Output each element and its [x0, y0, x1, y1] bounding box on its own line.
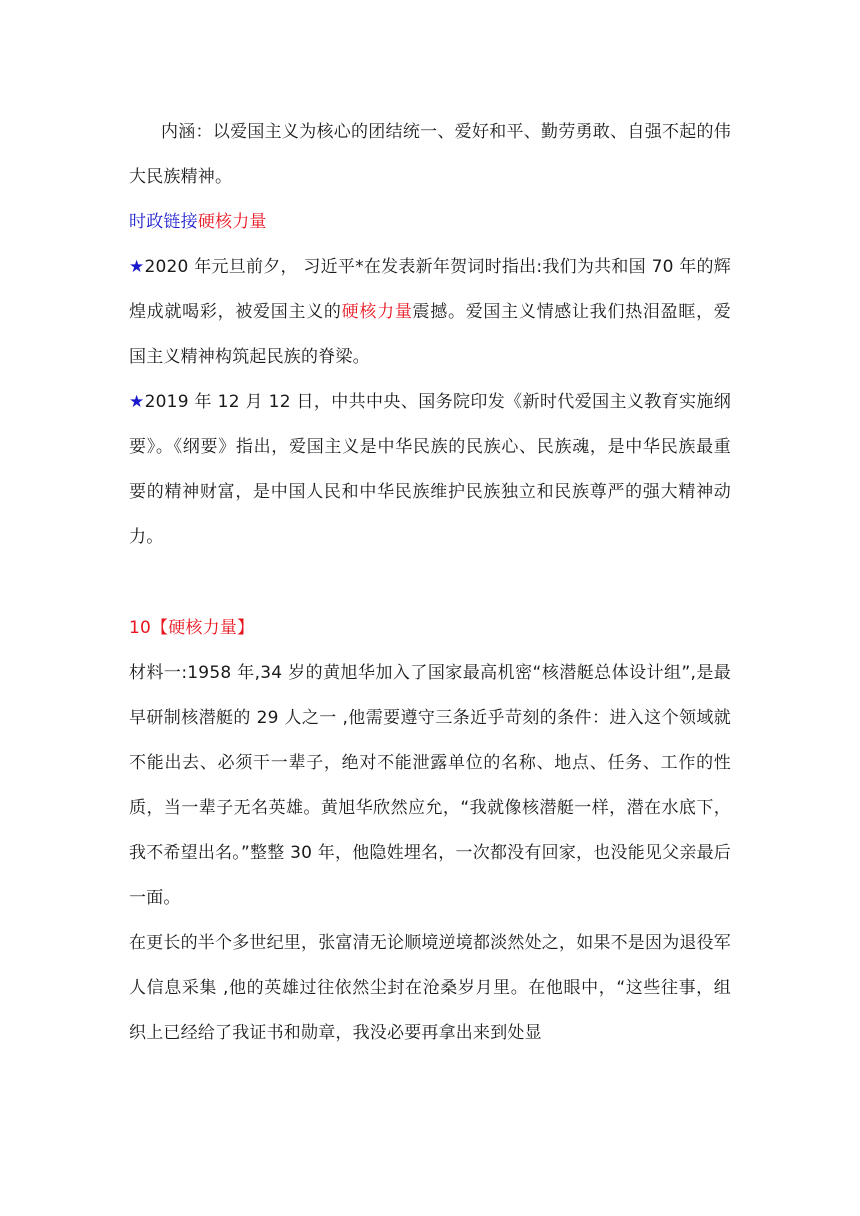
- document-page: [129, 110, 731, 1056]
- section-10-heading-text: 10【硬核力量】: [129, 618, 255, 638]
- intro-paragraph: [129, 110, 731, 200]
- news-item-2020-text-b: 震撼。爱国主义情感让我们热泪盈眶，爱国主义精神构筑起民族的脊梁。: [129, 302, 731, 367]
- material-2-paragraph: [129, 921, 731, 1056]
- news-item-2020-highlight: 硬核力量: [341, 302, 413, 322]
- heading-blue-part: 时政链接: [129, 212, 198, 232]
- material-2-text: 在更长的半个多世纪里，张富清无论顺境逆境都淡然处之，如果不是因为退役军人信息采集 ,他的英雄过往依然尘封在沧桑岁月里。在他眼中，“这些往事，组织上已经给了我证书和勋章，我没必要再拿出来到处显: [129, 933, 731, 1043]
- material-1-paragraph: [129, 651, 731, 921]
- paragraph-gap: [129, 560, 731, 606]
- news-item-2019-text: 2019 年 12 月 12 日，中共中央、国务院印发《新时代爱国主义教育实施纲要》。《纲要》指出，爱国主义是中华民族的民族心、民族魂，是中华民族最重要的精神财富，是中国人民和中华民族维护民族独立和民族尊严的强大精神动力。: [129, 392, 731, 547]
- news-item-2020-text-a: 2020 年元旦前夕， 习近平*在发表新年贺词时指出:我们为共和国 70 年的辉煌成就喝彩，被爱国主义的: [129, 257, 731, 322]
- material-1-text: 材料一:1958 年,34 岁的黄旭华加入了国家最高机密“核潜艇总体设计组”,是最早研制核潜艇的 29 人之一 ,他需要遵守三条近乎苛刻的条件：进入这个领域就不能出去、必须干一辈子，绝对不能泄露单位的名称、地点、任务、工作的性质，当一辈子无名英雄。黄旭华欣然应允，“我就像核潜艇一样，潜在水底下，我不希望出名。”整整 30 年，他隐姓埋名，一次都没有回家，也没能见父亲最后一面。: [129, 663, 731, 908]
- intro-text: 内涵：以爱国主义为核心的团结统一、爱好和平、勤劳勇敢、自强不起的伟大民族精神。: [129, 122, 731, 187]
- section-heading-current-affairs: [129, 200, 731, 245]
- news-item-2019: [129, 380, 731, 560]
- heading-red-part: 硬核力量: [197, 212, 267, 232]
- section-heading-10: [129, 606, 731, 651]
- star-icon: ★: [129, 257, 145, 277]
- star-icon: ★: [129, 392, 145, 412]
- news-item-2020: [129, 245, 731, 380]
